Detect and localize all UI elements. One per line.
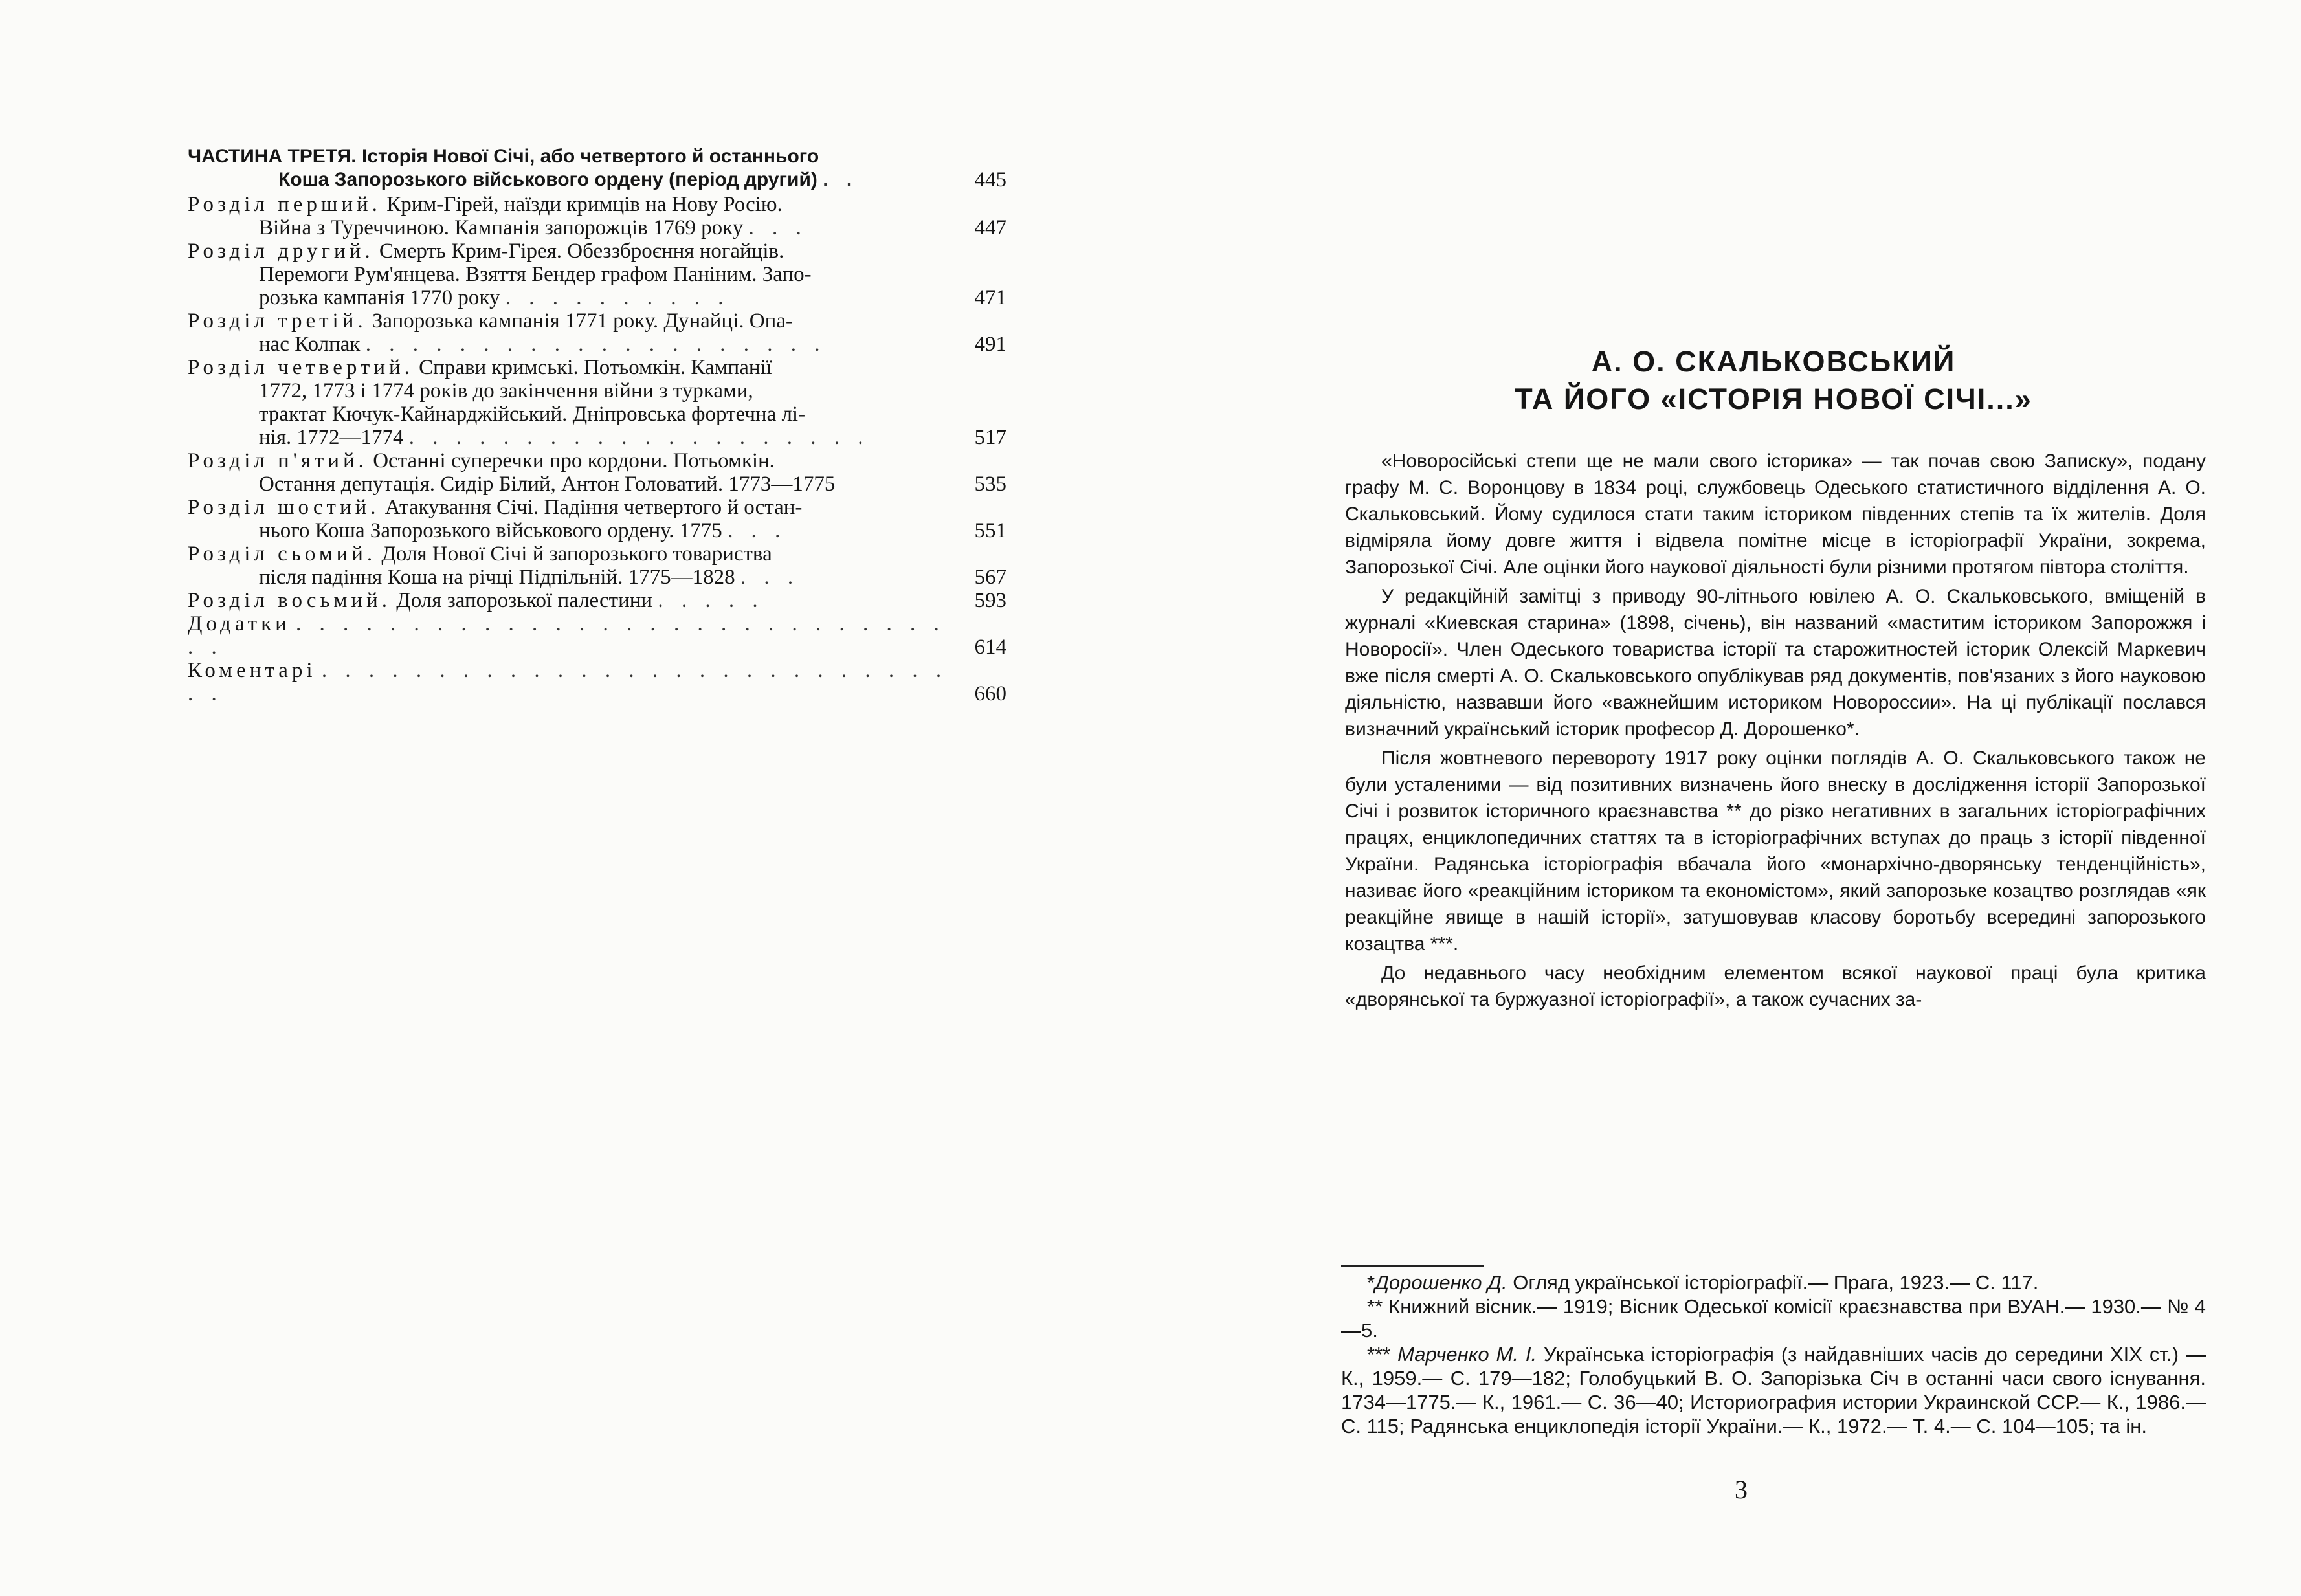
page-number: 614 — [974, 636, 1006, 659]
page-number: 660 — [974, 682, 1006, 705]
page-number: 517 — [974, 426, 1006, 449]
leader-dots: . . . — [748, 216, 808, 239]
footnote — [1341, 1270, 2206, 1294]
entry-title: Справи кримські. Потьомкін. Кампанії — [419, 356, 772, 379]
entry-title-continuation: нія. 1772—1774 — [259, 426, 404, 449]
entry-title: Крим-Гірей, наїзди кримців на Нову Росію. — [386, 193, 783, 216]
table-of-contents — [188, 145, 1006, 705]
page-number: 447 — [974, 216, 1006, 239]
page-folio: 3 — [1735, 1475, 1748, 1504]
entry-label: Коментарі — [188, 659, 317, 682]
footnote-author: Марченко М. І. — [1397, 1343, 1537, 1366]
entry-title: Доля запорозької палестини — [396, 589, 653, 612]
footnotes — [1341, 1270, 2206, 1438]
article-title — [1346, 343, 2201, 418]
footnote — [1341, 1342, 2206, 1438]
entry-title-continuation: після падіння Коша на річці Підпільній. 1775—1828 — [259, 566, 735, 589]
title-line-2: ТА ЙОГО «ІСТОРІЯ НОВОЇ СІЧІ...» — [1515, 382, 2032, 416]
toc-entry — [188, 542, 1006, 589]
page-number: 471 — [974, 286, 1006, 309]
leader-dots: . . . . . — [658, 589, 764, 612]
toc-entries — [188, 193, 1006, 705]
entry-label: Розділ шостий. — [188, 496, 380, 519]
leader-dots: . . . — [740, 566, 800, 589]
entry-title-continuation: 1772, 1773 і 1774 років до закінчення війни з турками, — [259, 379, 753, 403]
footnote-author: Дорошенко Д. — [1375, 1271, 1507, 1294]
part-title-line1: Історія Нової Січі, або четвертого й останнього — [361, 146, 819, 167]
entry-title: Останні суперечки про кордони. Потьомкін. — [373, 449, 775, 472]
footnote-text: Огляд української історіографії.— Прага, 1923.— С. 117. — [1513, 1271, 2039, 1294]
leader-dots: . . . — [728, 519, 787, 542]
toc-entry — [188, 659, 1006, 705]
toc-entry — [188, 356, 1006, 449]
leader-dots: . . . . . . . . . . . . . . . . . . . . . . . . . . . . . — [188, 659, 948, 705]
entry-title: Смерть Крим-Гірея. Обеззброєння ногайців. — [379, 239, 784, 263]
entry-title: Атакування Січі. Падіння четвертого й остан- — [384, 496, 803, 519]
footnote-mark: * — [1367, 1271, 1375, 1294]
leader-dots: . . . . . . . . . . — [505, 286, 730, 309]
entry-title-continuation: Перемоги Рум'янцева. Взяття Бендер графом Паніним. Запо- — [259, 263, 812, 286]
entry-label: Розділ п'ятий. — [188, 449, 368, 472]
toc-entry — [188, 589, 1006, 612]
entry-title-continuation: нього Коша Запорозького військового ордену. 1775 — [259, 519, 722, 542]
toc-part-heading — [188, 145, 1006, 192]
toc-entry — [188, 309, 1006, 356]
paragraph: «Новоросійські степи ще не мали свого історика» — так почав свою Записку», подану графу М. С. Воронцову в 1834 році, службовець Одеського статистичного відділення А. О. Скальковський. Йому судилося стати таким істориком південних степів та їх жителів. Доля відміряла йому довге життя і відвела помітне місце в історіографії України, зокрема, Запорозької Січі. Але оцінки його наукової діяльності були різними протягом півтора століття. — [1345, 450, 2206, 578]
entry-label: Розділ четвертий. — [188, 356, 414, 379]
leader-dots: . . . . . . . . . . . . . . . . . . . . — [408, 426, 870, 449]
entry-title: Доля Нової Січі й запорозького товариства — [381, 542, 772, 566]
leader-dots: . . . . . . . . . . . . . . . . . . . . . . . . . . . . . . — [188, 612, 946, 659]
paragraph: У редакційній замітці з приводу 90-літнього ювілею А. О. Скальковського, вміщеній в журналі «Киевская старина» (1898, січень), він названий «маститим істориком Запорожжя і Новоросії». Член Одеського товариства історії та старожитностей історик Олексій Маркевич вже після смерті А. О. Скальковського опублікував ряд документів, пов'язаних з його науковою діяльністю, назвавши його «важнейшим историком Новороссии». На ці публікації послався визначний український історик професор Д. Дорошенко*. — [1345, 586, 2206, 740]
entry-title-continuation: розька кампанія 1770 року — [259, 286, 500, 309]
article-body — [1345, 448, 2206, 1015]
footnote-mark: ** — [1367, 1295, 1383, 1318]
entry-label: Розділ третій. — [188, 309, 367, 333]
entry-label: Розділ перший. — [188, 193, 381, 216]
page-number: 593 — [974, 589, 1006, 612]
footnote-mark: *** — [1367, 1343, 1391, 1366]
leader-dots: . . — [823, 169, 859, 190]
entry-label: Розділ сьомий. — [188, 542, 377, 566]
toc-entry — [188, 193, 1006, 239]
footnote-text: Книжний вісник.— 1919; Вісник Одеської комісії краєзнавства при ВУАН.— 1930.— № 4—5. — [1341, 1295, 2206, 1342]
entry-title-continuation: трактат Кючук-Кайнарджійський. Дніпровська фортечна лі- — [259, 403, 806, 426]
paragraph: Після жовтневого перевороту 1917 року оцінки поглядів А. О. Скальковського також не були усталеними — від позитивних визначень його внеску в дослідження історії Запорозької Січі і розвиток історичного краєзнавства ** до різко негативних в загальних історіографічних працях, енциклопедичних статтях та в історіографічних вступах до праць з історії південної України. Радянська історіографія вбачала його «монархічно-дворянську тенденційність», називає його «реакційним істориком та економістом», який запорозьке козацтво розглядав «як реакційне явище в нашій історії», затушовував класову боротьбу всередині запорозького козацтва ***. — [1345, 748, 2206, 955]
footnote-text: Українська історіографія (з найдавніших часів до середини XIX ст.) — К., 1959.— С. 179—182; Голобуцький В. О. Запорізька Січ в останні часи свого існування. 1734—1775.— К., 1961.— С. 36—40; Историография истории Украинской ССР.— К., 1986.— С. 115; Радянська енциклопедія історії України.— К., 1972.— Т. 4.— С. 104—105; та ін. — [1341, 1343, 2206, 1437]
page-number: 551 — [974, 519, 1006, 542]
part-title-line2: Коша Запорозького військового ордену (період другий) — [278, 169, 817, 190]
footnote-divider — [1341, 1265, 1484, 1267]
entry-label: Розділ другий. — [188, 239, 374, 263]
page-number: 445 — [974, 168, 1006, 192]
toc-entry — [188, 239, 1006, 309]
page-number: 535 — [974, 472, 1006, 496]
part-label: ЧАСТИНА ТРЕТЯ. — [188, 146, 357, 167]
toc-entry — [188, 496, 1006, 542]
entry-title: Запорозька кампанія 1771 року. Дунайці. Опа- — [372, 309, 793, 333]
page-number: 567 — [974, 566, 1006, 589]
title-line-1: А. О. СКАЛЬКОВСЬКИЙ — [1591, 345, 1956, 378]
entry-label: Розділ восьмий. — [188, 589, 391, 612]
toc-entry — [188, 612, 1006, 659]
entry-title-continuation: нас Колпак — [259, 333, 361, 356]
entry-label: Додатки — [188, 612, 291, 636]
paragraph: До недавнього часу необхідним елементом всякої наукової праці була критика «дворянської та буржуазної історіографії», а також сучасних за- — [1345, 962, 2206, 1010]
entry-title-continuation: Остання депутація. Сидір Білий, Антон Головатий. 1773—1775 — [259, 472, 836, 496]
toc-entry — [188, 449, 1006, 496]
leader-dots: . . . . . . . . . . . . . . . . . . . . — [365, 333, 827, 356]
entry-title-continuation: Війна з Туреччиною. Кампанія запорожців 1769 року — [259, 216, 744, 239]
footnote — [1341, 1294, 2206, 1342]
page-number: 491 — [974, 333, 1006, 356]
